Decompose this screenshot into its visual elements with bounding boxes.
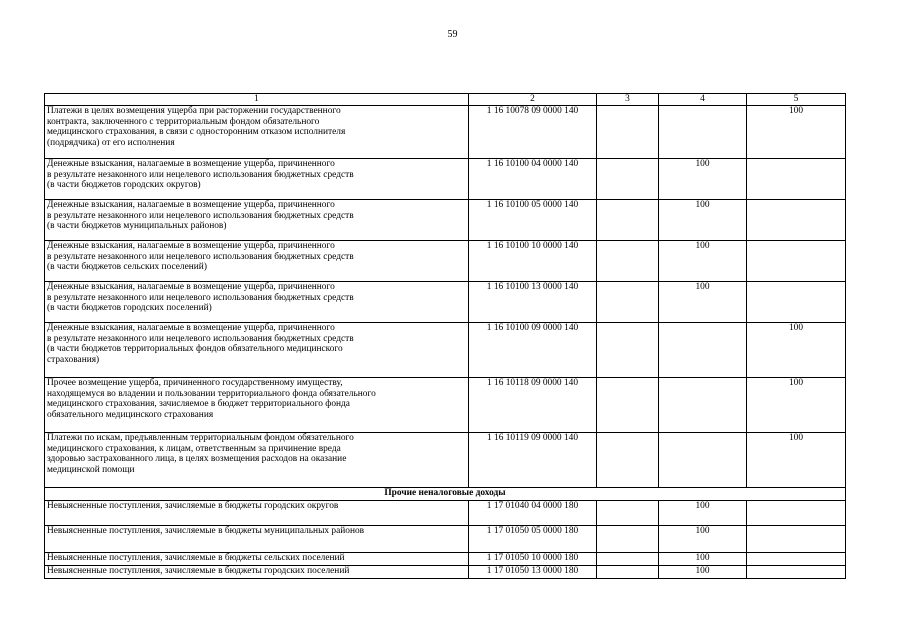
description-line: медицинского страхования, к лицам, ответственным за причинение вреда — [47, 443, 341, 454]
col-3-value — [597, 200, 659, 241]
section-row — [45, 488, 846, 501]
description-line: контракта, заключенного с территориальным фондом обязательного — [47, 116, 320, 127]
col-5-value — [747, 566, 846, 579]
row-description — [45, 501, 469, 526]
description-line: в результате незаконного или нецелевого использования бюджетных средств — [47, 169, 354, 180]
col-4-value: 100 — [659, 200, 747, 241]
col-3-value — [597, 566, 659, 579]
description-line: медицинской помощи — [47, 464, 135, 475]
description-line: Денежные взыскания, налагаемые в возмещение ущерба, причиненного — [47, 200, 335, 210]
description-line: обязательного медицинского страхования — [47, 409, 214, 420]
description-line: (в части бюджетов городских поселений) — [47, 303, 212, 314]
header-col-5: 5 — [747, 94, 846, 106]
col-5-value — [747, 501, 846, 526]
description-line: Невыясненные поступления, зачисляемые в бюджеты сельских поселений — [47, 553, 345, 563]
table-row — [45, 501, 846, 526]
col-5-value — [747, 200, 846, 241]
description-line: медицинского страхования, зачисляемое в бюджет территориального фонда — [47, 399, 350, 410]
description-line: (подрядчика) от его исполнения — [47, 137, 175, 148]
header-row — [45, 94, 846, 106]
col-5-value — [747, 159, 846, 200]
description-line: Платежи в целях возмещения ущерба при расторжении государственного — [47, 106, 341, 116]
description-line: находящемуся во владении и пользовании территориального фонда обязательного — [47, 388, 376, 399]
header-col-2: 2 — [469, 94, 597, 106]
table-row — [45, 553, 846, 566]
col-4-value — [659, 433, 747, 488]
description-line: Денежные взыскания, налагаемые в возмещение ущерба, причиненного — [47, 159, 335, 169]
table-row — [45, 566, 846, 579]
row-description — [45, 106, 469, 159]
col-4-value: 100 — [659, 159, 747, 200]
description-line: (в части бюджетов территориальных фондов обязательного медицинского — [47, 344, 343, 355]
table-row — [45, 323, 846, 378]
revenue-code: 1 16 10118 09 0000 140 — [469, 378, 597, 433]
description-line: в результате незаконного или нецелевого использования бюджетных средств — [47, 333, 354, 344]
revenue-table — [44, 93, 846, 579]
revenue-code: 1 16 10100 09 0000 140 — [469, 323, 597, 378]
row-description — [45, 282, 469, 323]
col-5-value: 100 — [747, 433, 846, 488]
col-5-value: 100 — [747, 323, 846, 378]
description-line: Невыясненные поступления, зачисляемые в бюджеты городских поселений — [47, 566, 350, 576]
col-5-value — [747, 526, 846, 553]
description-line: Платежи по искам, предъявленным территориальным фондом обязательного — [47, 433, 354, 443]
description-line: медицинского страхования, в связи с односторонним отказом исполнителя — [47, 127, 346, 138]
col-3-value — [597, 501, 659, 526]
description-line: Невыясненные поступления, зачисляемые в бюджеты городских округов — [47, 501, 339, 511]
col-4-value: 100 — [659, 282, 747, 323]
section-title: Прочие неналоговые доходы — [45, 488, 846, 501]
description-line: в результате незаконного или нецелевого использования бюджетных средств — [47, 292, 354, 303]
col-3-value — [597, 106, 659, 159]
col-4-value: 100 — [659, 553, 747, 566]
description-line: Денежные взыскания, налагаемые в возмещение ущерба, причиненного — [47, 323, 335, 333]
header-col-3: 3 — [597, 94, 659, 106]
description-line: в результате незаконного или нецелевого использования бюджетных средств — [47, 251, 354, 262]
row-description — [45, 378, 469, 433]
col-3-value — [597, 433, 659, 488]
row-description — [45, 433, 469, 488]
col-3-value — [597, 241, 659, 282]
revenue-code: 1 16 10100 05 0000 140 — [469, 200, 597, 241]
description-line: Невыясненные поступления, зачисляемые в бюджеты муниципальных районов — [47, 526, 365, 536]
table-row — [45, 526, 846, 553]
table-row — [45, 159, 846, 200]
header-col-4: 4 — [659, 94, 747, 106]
description-line: Денежные взыскания, налагаемые в возмещение ущерба, причиненного — [47, 282, 335, 292]
description-line: страхования) — [47, 354, 100, 365]
row-description — [45, 200, 469, 241]
col-4-value: 100 — [659, 241, 747, 282]
col-4-value: 100 — [659, 566, 747, 579]
col-5-value: 100 — [747, 106, 846, 159]
col-4-value — [659, 323, 747, 378]
col-3-value — [597, 323, 659, 378]
revenue-code: 1 16 10119 09 0000 140 — [469, 433, 597, 488]
row-description — [45, 159, 469, 200]
revenue-code: 1 17 01050 10 0000 180 — [469, 553, 597, 566]
table-row — [45, 282, 846, 323]
description-line: в результате незаконного или нецелевого использования бюджетных средств — [47, 210, 354, 221]
revenue-code: 1 16 10100 13 0000 140 — [469, 282, 597, 323]
row-description — [45, 323, 469, 378]
description-line: (в части бюджетов сельских поселений) — [47, 262, 207, 273]
description-line: Прочее возмещение ущерба, причиненного государственному имуществу, — [47, 378, 343, 388]
col-5-value — [747, 241, 846, 282]
col-3-value — [597, 282, 659, 323]
revenue-code: 1 17 01050 05 0000 180 — [469, 526, 597, 553]
page-number: 59 — [447, 29, 458, 40]
col-4-value: 100 — [659, 501, 747, 526]
revenue-code: 1 16 10078 09 0000 140 — [469, 106, 597, 159]
col-3-value — [597, 553, 659, 566]
col-5-value: 100 — [747, 378, 846, 433]
table-row — [45, 378, 846, 433]
description-line: (в части бюджетов городских округов) — [47, 180, 201, 191]
revenue-code: 1 17 01040 04 0000 180 — [469, 501, 597, 526]
col-4-value — [659, 106, 747, 159]
revenue-code: 1 16 10100 10 0000 140 — [469, 241, 597, 282]
description-line: (в части бюджетов муниципальных районов) — [47, 221, 227, 232]
description-line: Денежные взыскания, налагаемые в возмещение ущерба, причиненного — [47, 241, 335, 251]
table-row — [45, 200, 846, 241]
col-3-value — [597, 526, 659, 553]
row-description — [45, 241, 469, 282]
row-description — [45, 553, 469, 566]
col-5-value — [747, 282, 846, 323]
revenue-code: 1 16 10100 04 0000 140 — [469, 159, 597, 200]
row-description — [45, 526, 469, 553]
col-3-value — [597, 378, 659, 433]
table-row — [45, 433, 846, 488]
description-line: здоровью застрахованного лица, в целях возмещения расходов на оказание — [47, 454, 347, 465]
col-4-value — [659, 378, 747, 433]
row-description — [45, 566, 469, 579]
table-row — [45, 106, 846, 159]
col-4-value: 100 — [659, 526, 747, 553]
table-row — [45, 241, 846, 282]
revenue-code: 1 17 01050 13 0000 180 — [469, 566, 597, 579]
header-col-1: 1 — [45, 94, 469, 106]
col-3-value — [597, 159, 659, 200]
col-5-value — [747, 553, 846, 566]
